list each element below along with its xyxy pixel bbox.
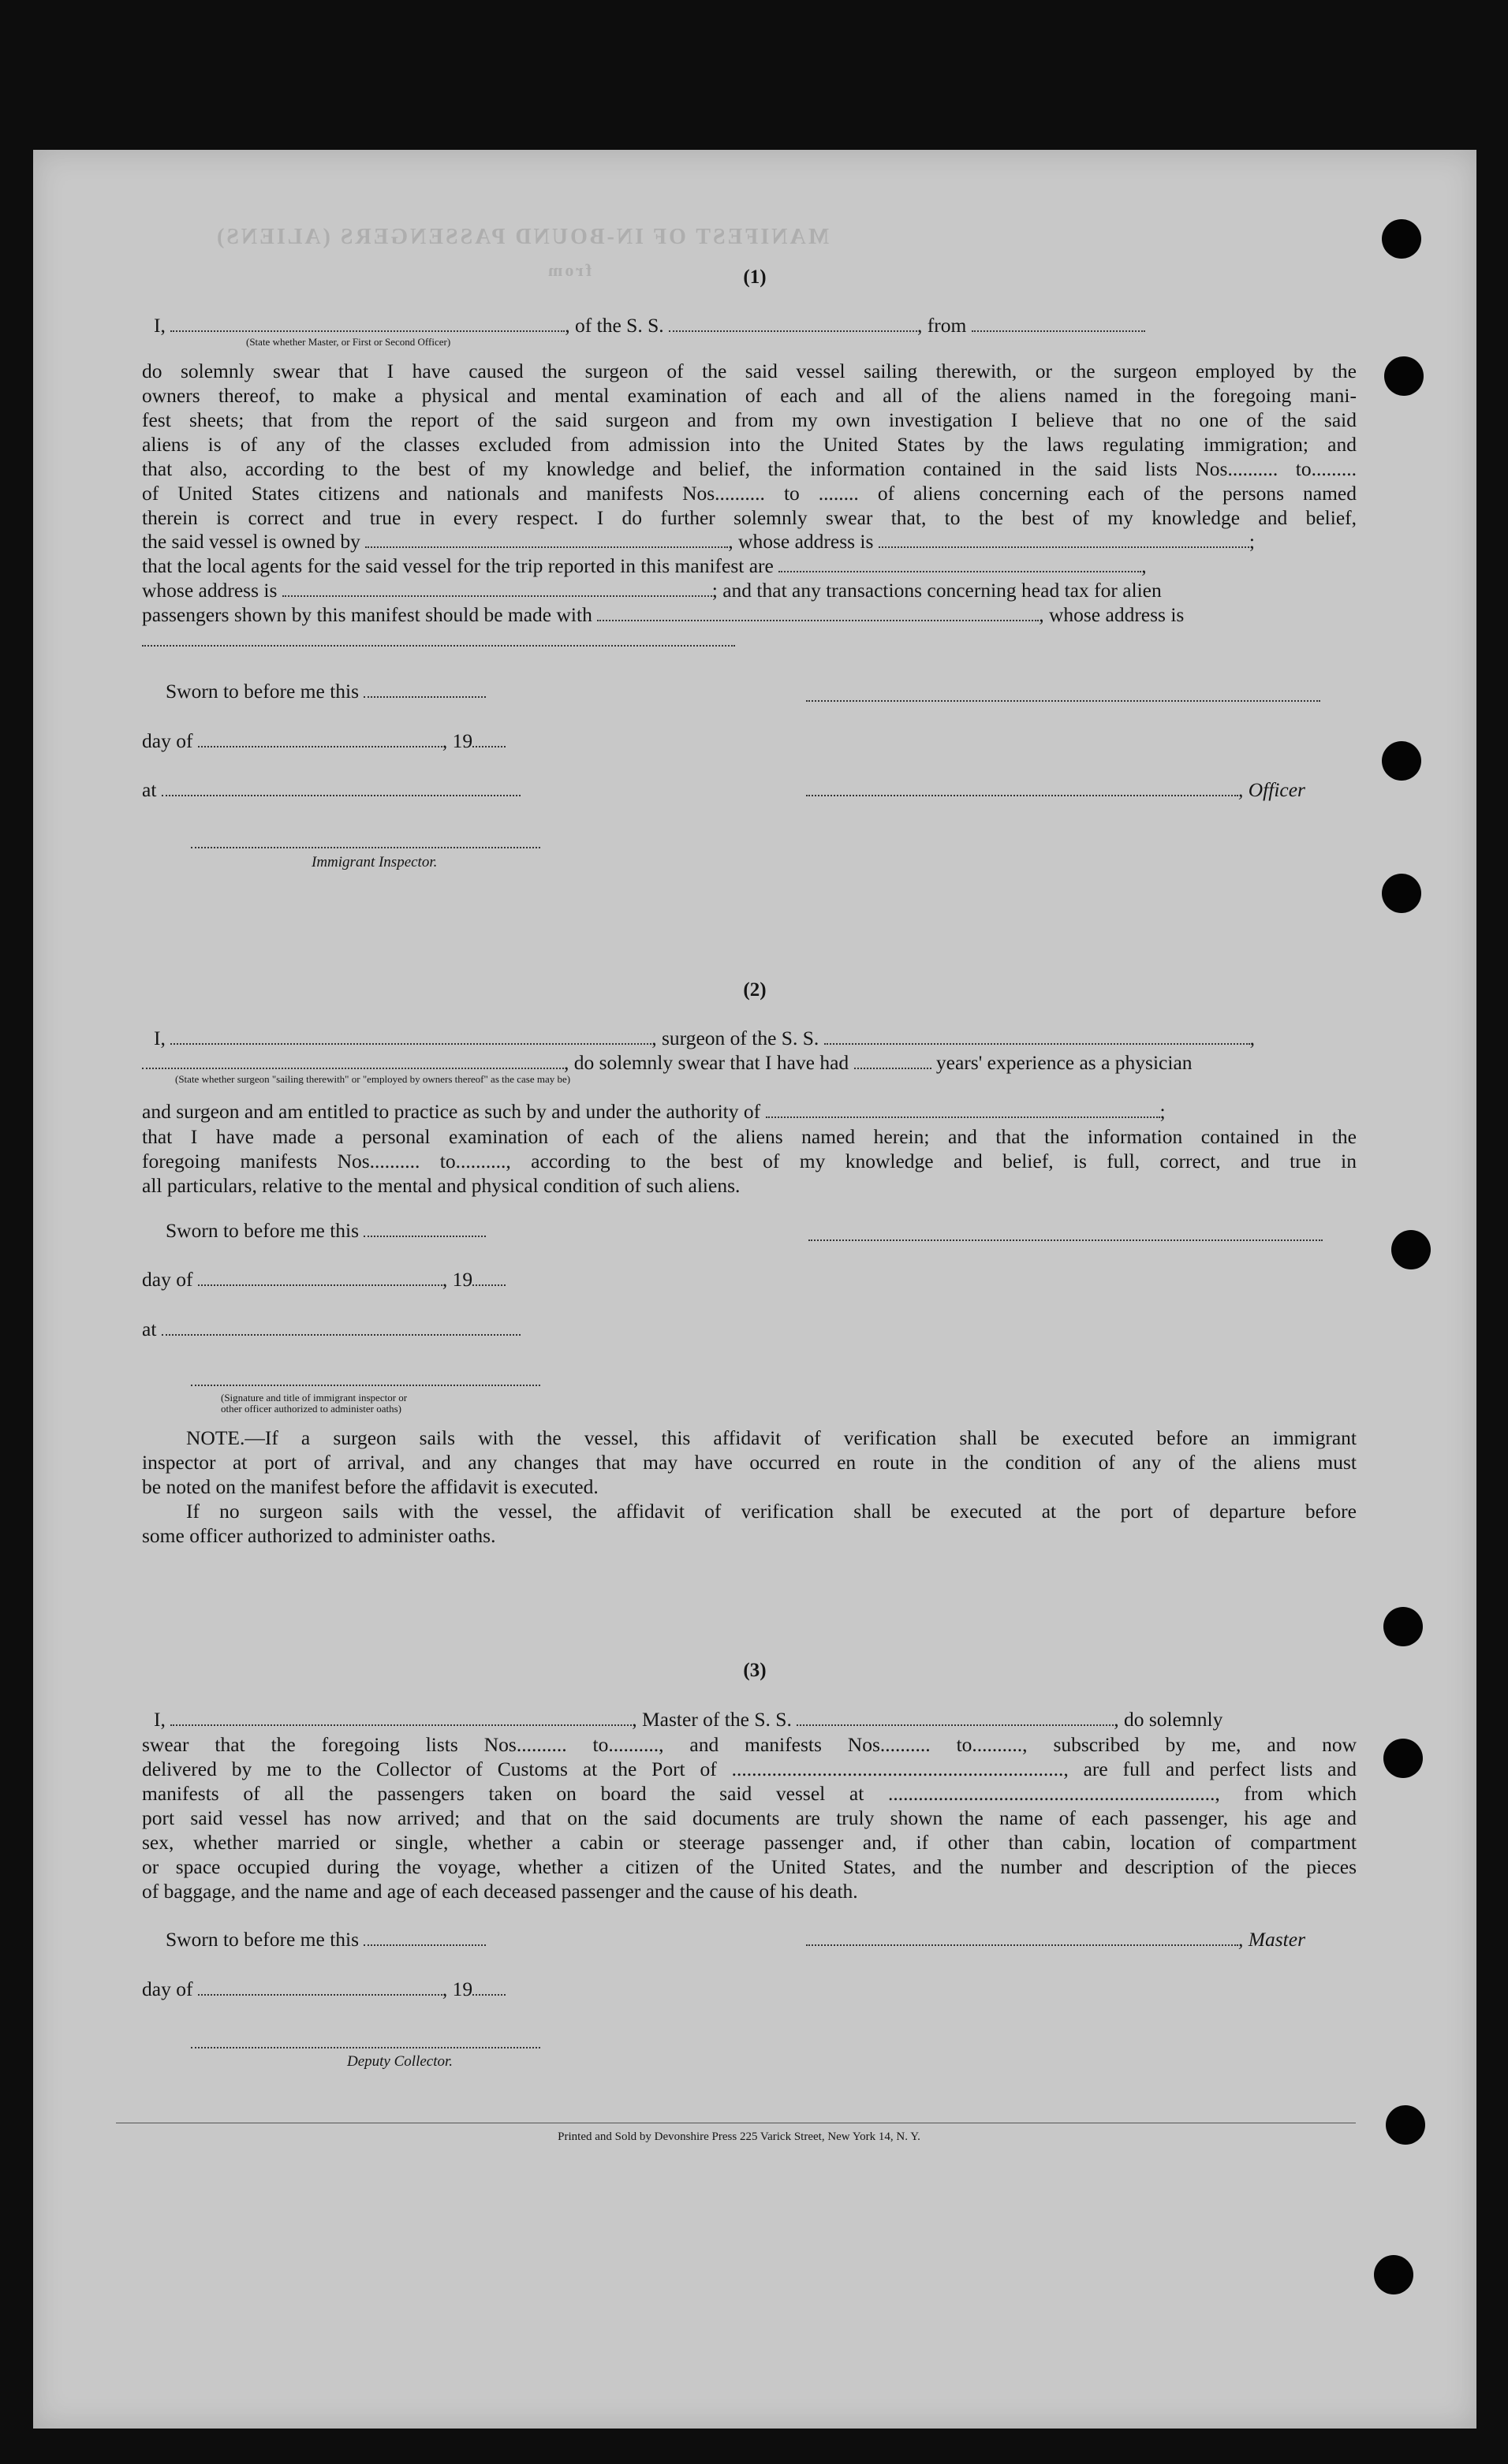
section-2-number: (2) [743,979,767,1001]
s2-oath-paragraph: that I have made a personal examination of each of the aliens named herein; and that the information contained in the foregoing manifests Nos.......... to.........., according to the best of my knowledge and belief, is full, correct, and true in all particulars, relative to the mental and physical condition of such aliens. [142,1125,1357,1197]
s1-signature-rule [806,700,1320,702]
s1-officer-line: , Officer [806,778,1305,802]
s2-signature-rule [808,1239,1323,1241]
binder-hole [1382,874,1421,913]
binder-hole [1374,2255,1413,2294]
s2-day: day of , 19 [142,1268,506,1292]
s3-day: day of , 19 [142,1978,506,2001]
s3-sworn: Sworn to before me this [166,1928,486,1951]
s3-deputy-label: Deputy Collector. [347,2053,454,2070]
s1-day: day of , 19 [142,729,506,753]
s2-sig-note-2: other officer authorized to administer oaths) [221,1403,401,1415]
s1-address-rule [142,645,735,647]
s1-inspector-label: Immigrant Inspector. [312,854,438,870]
s1-sworn: Sworn to before me this [166,680,486,703]
s1-officer-note: (State whether Master, or First or Second Officer) [246,336,451,348]
document-page [33,150,1476,2429]
s1-line1: I, , of the S. S. , from [154,314,1145,337]
binder-hole [1382,219,1421,259]
s2-line2: , do solemnly swear that I have had years' experience as a physician [142,1051,1193,1075]
s1-owned-line: the said vessel is owned by , whose address is ; [142,530,1255,553]
s2-signature-title-rule [191,1385,540,1386]
s2-surgeon-note: (State whether surgeon "sailing therewith" or "employed by owners thereof" as the case may be) [175,1073,571,1085]
s1-at: at [142,778,521,802]
s2-at: at [142,1318,521,1341]
binder-hole [1383,1607,1423,1646]
s1-agents-line: that the local agents for the said vessel for the trip reported in this manifest are , [142,554,1147,577]
s1-inspector-rule [191,847,540,848]
bleed-through-sub: from [546,260,592,280]
s3-deputy-rule [191,2047,540,2048]
section-1-number: (1) [743,267,767,288]
s2-note-paragraph: NOTE.—If a surgeon sails with the vessel, this affidavit of verification shall be executed before an immigrant inspector at port of arrival, and any changes that may have occurred en route in the condition of any of the aliens must be noted on the manifest before the affidavit is executed. If no surgeon sails with the vessel, the affidavit of verification shall be executed at the port of departure before some officer authorized to administer oaths. [142,1426,1357,1547]
binder-hole [1391,1230,1431,1269]
s2-authority-line: and surgeon and am entitled to practice as such by and under the authority of ; [142,1100,1166,1123]
section-3-number: (3) [743,1660,767,1681]
s3-line1: I, , Master of the S. S. , do solemnly [154,1708,1223,1731]
printer-credit: Printed and Sold by Devonshire Press 225 Varick Street, New York 14, N. Y. [558,2130,920,2143]
s2-sworn: Sworn to before me this [166,1219,486,1243]
s2-line1: I, , surgeon of the S. S. , [154,1027,1256,1049]
s1-passengers-line: passengers shown by this manifest should be made with , whose address is [142,603,1185,626]
binder-hole [1384,356,1424,396]
s3-oath-paragraph: swear that the foregoing lists Nos.......... to.........., and manifests Nos.......... to.........., subscribed by me, and now delivered by me to the Collector of Customs at the Port of .................................................................., are full and perfect lists and manifests of all the passengers taken on board the said vessel at ................................................................., from which port said vessel has now arrived; and that on the said documents are truly shown the name of each passenger, his age and sex, whether married or single, whether a cabin or steerage passenger and, if other than cabin, location of compartment or space occupied during the voyage, whether a citizen of the United States, and the number and description of the pieces of baggage, and the name and age of each deceased passenger and the cause of his death. [142,1733,1357,1903]
binder-hole [1383,1739,1423,1778]
s1-oath-paragraph: do solemnly swear that I have caused the surgeon of the said vessel sailing therewith, or the surgeon employed by the owners thereof, to make a physical and mental examination of each and all of the aliens named in the foregoing mani- fest sheets; that from the report of the said surgeon and from my own investigation I believe that no one of the said aliens is of any of the classes excluded from admission into the United States by the laws regulating immigration; and that also, according to the best of my knowledge and belief, the information contained in the said lists Nos.......... to......... of United States citizens and nationals and manifests Nos.......... to ........ of aliens concerning each of the persons named therein is correct and true in every respect. I do further solemnly swear that, to the best of my knowledge and belief, [142,360,1357,529]
s2-sig-note-1: (Signature and title of immigrant inspector or [221,1392,408,1403]
s1-whose-line: whose address is ; and that any transactions concerning head tax for alien [142,579,1162,602]
bleed-through-header: MANIFEST OF IN-BOUND PASSENGERS (ALIENS) [215,225,830,249]
s3-master-line: , Master [806,1928,1305,1951]
binder-hole [1382,741,1421,781]
